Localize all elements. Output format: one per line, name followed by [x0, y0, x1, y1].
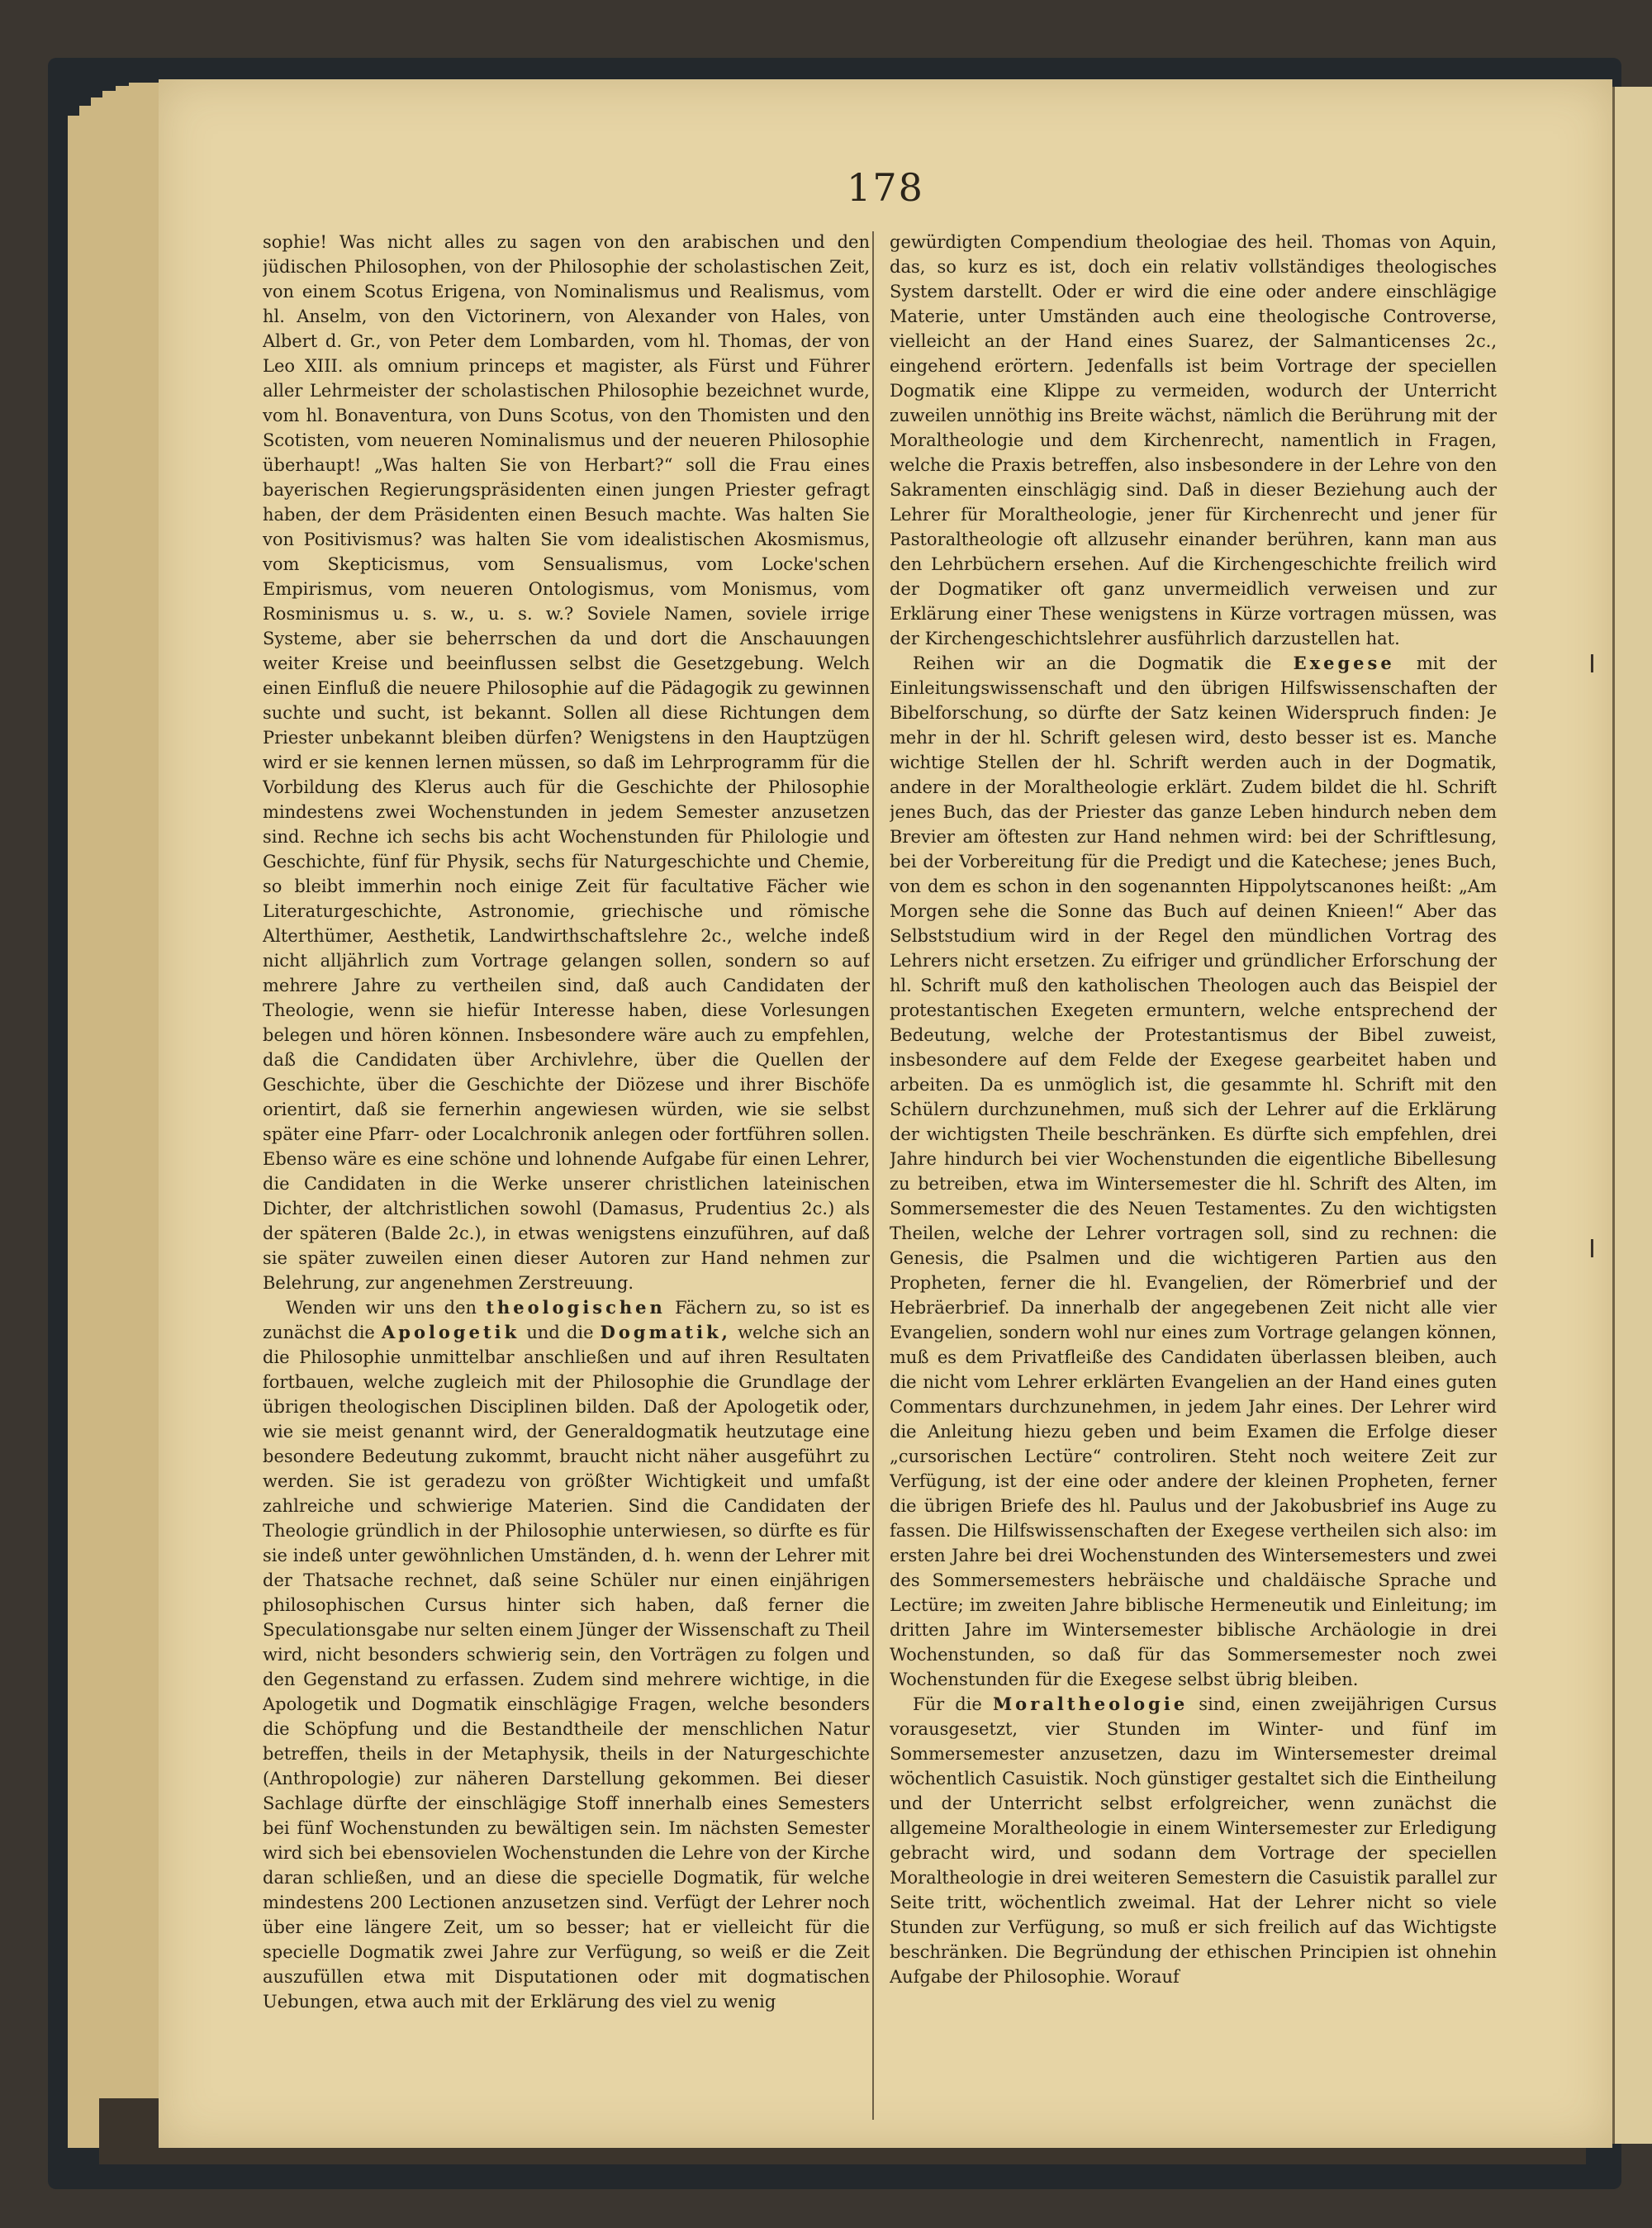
right-column [890, 230, 1497, 2121]
book-page [159, 79, 1612, 2148]
spaced-term: theologischen [486, 1297, 666, 1318]
margin-mark [1591, 654, 1593, 672]
text-run: mit der Einleitungswissenschaft und den übrigen Hilfswissenschaften der Bibelforschung, so dürfte der Satz keinen Widerspruch finden: Je mehr in der hl. Schrift gelesen wird, desto besser ist es. Manche wichtige Stellen der hl. Schrift werden auch in der Dogmatik, andere in der Moraltheologie erklärt. Zudem bildet die hl. Schrift jenes Buch, das der Priester das ganze Leben hindurch neben dem Brevier am öftesten zur Hand nehmen wird: bei der Schriftlesung, bei der Vorbereitung für die Predigt und die Katechese; jenes Buch, von dem es schon in den sogenannten Hippolytscanones heißt: „Am Morgen sehe die Sonne das Buch auf deinen Knieen!“ Aber das Selbststudium wird in der Regel den mündlichen Vortrag des Lehrers nicht ersetzen. Zu eifriger und gründlicher Erforschung der hl. Schrift muß den katholischen Theologen auch das Beispiel der protestantischen Exegeten ermuntern, welche entsprechend der Bedeutung, welche der Protestantismus der Bibel zuweist, insbesondere auf dem Felde der Exegese gearbeitet haben und arbeiten. Da es unmöglich ist, die gesammte hl. Schrift mit den Schülern durchzunehmen, muß sich der Lehrer auf die Erklärung der wichtigsten Theile beschränken. Es dürfte sich empfehlen, drei Jahre hindurch bei vier Wochenstunden die eigentliche Bibellesung zu betreiben, etwa im Wintersemester die hl. Schrift des Alten, im Sommersemester die des Neuen Testamentes. Zu den wichtigsten Theilen, welche der Lehrer vortragen soll, sind zu rechnen: die Genesis, die Psalmen und die wichtigeren Partien aus den Propheten, ferner die hl. Evangelien, der Römerbrief und der Hebräerbrief. Da innerhalb der angegebenen Zeit nicht alle vier Evangelien, sondern wohl nur eines zum Vortrage gelangen können, muß es dem Privatfleiße des Candidaten überlassen bleiben, auch die nicht vom Lehrer erklärten Evangelien an der Hand eines guten Commentars durchzunehmen, in jedem Jahr eines. Der Lehrer wird die Anleitung hiezu geben und beim Examen die Erfolge dieser „cursorischen Lectüre“ controliren. Steht noch weitere Zeit zur Verfügung, ist der eine oder andere der kleinen Propheten, ferner die übrigen Briefe des hl. Paulus und der Jakobusbrief ins Auge zu fassen. Die Hilfswissenschaften der Exegese vertheilen sich also: im ersten Jahre bei drei Wochenstunden des Wintersemesters und zwei des Sommersemesters hebräische und chaldäische Sprache und Lectüre; im zweiten Jahre biblische Hermeneutik und Einleitung; im dritten Jahre im Wintersemester biblische Archäologie in drei Wochenstunden, so daß für das Sommersemester noch zwei Wochenstunden für die Exegese selbst übrig bleiben. [890, 653, 1497, 1689]
text-run: Wenden wir uns den [286, 1298, 477, 1318]
paragraph [263, 1295, 870, 2014]
adjacent-page-edge [1612, 87, 1652, 2144]
paragraph: sophie! Was nicht alles zu sagen von den arabischen und den jüdischen Philosophen, von der Philosophie der scholastischen Zeit, von einem Scotus Erigena, von Nominalismus und Realismus, vom hl. Anselm, von den Victorinern, von Alexander von Hales, von Albert d. Gr., von Peter dem Lombarden, vom hl. Thomas, der von Leo XIII. als omnium princeps et magister, als Fürst und Führer aller Lehrmeister der scholastischen Philosophie bezeichnet wurde, vom hl. Bonaventura, von Duns Scotus, von den Thomisten und den Scotisten, vom neueren Nominalismus und der neueren Philosophie überhaupt! „Was halten Sie von Herbart?“ soll die Frau eines bayerischen Regierungspräsidenten einen jungen Priester gefragt haben, der dem Präsidenten einen Besuch machte. Was halten Sie von Positivismus? was halten Sie vom idealistischen Akosmismus, vom Skepticismus, vom Sensualismus, vom Locke'schen Empirismus, vom neueren Ontologismus, vom Monismus, vom Rosminismus u. s. w., u. s. w.? Soviele Namen, soviele irrige Systeme, aber sie beherrschen da und dort die Anschauungen weiter Kreise und beeinflussen selbst die Gesetzgebung. Welch einen Einfluß die neuere Philosophie auf die Pädagogik zu gewinnen suchte und sucht, ist bekannt. Sollen all diese Richtungen dem Priester unbekannt bleiben dürfen? Wenigstens in den Hauptzügen wird er sie kennen lernen müssen, so daß im Lehrprogramm für die Vorbildung des Klerus auch für die Geschichte der Philosophie mindestens zwei Wochenstunden in jedem Semester anzusetzen sind. Rechne ich sechs bis acht Wochenstunden für Philologie und Geschichte, fünf für Physik, sechs für Naturgeschichte und Chemie, so bleibt immerhin noch einige Zeit für facultative Fächer wie Literaturgeschichte, Astronomie, griechische und römische Alterthümer, Aesthetik, Landwirthschaftslehre 2c., welche indeß nicht alljährlich zum Vortrage gelangen sollen, sondern so auf mehrere Jahre zu vertheilen sind, daß auch Candidaten der Theologie, wenn sie hiefür Interesse haben, diese Vorlesungen belegen und hören können. Insbesondere wäre auch zu empfehlen, daß die Candidaten über Archivlehre, über die Quellen der Geschichte, über die Geschichte der Diözese und ihrer Bischöfe orientirt, daß sie fernerhin angewiesen würden, wie sie selbst später eine Pfarr- oder Localchronik anlegen oder fortführen sollen. Ebenso wäre es eine schöne und lohnende Aufgabe für einen Lehrer, die Candidaten in die Werke unserer christlichen lateinischen Dichter, der altchristlichen sowohl (Damasus, Prudentius 2c.) als der späteren (Balde 2c.), in etwas wenigstens einzuführen, auf daß sie später zuweilen einen dieser Autoren zur Hand nehmen zur Belehrung, zur angenehmen Zerstreuung. [263, 232, 870, 1293]
text-run: Fächern zu, so ist es zunächst die [263, 1298, 870, 1342]
text-run: und die [526, 1323, 594, 1342]
margin-mark [1591, 1239, 1593, 1257]
spaced-term: Dogmatik, [600, 1322, 731, 1342]
text-run: sind, einen zweijährigen Cursus vorausgesetzt, vier Stunden im Winter- und fünf im Sommersemester anzusetzen, dazu im Wintersemester dreimal wöchentlich Casuistik. Noch günstiger gestaltet sich die Eintheilung und der Unterricht selbst erfolgreicher, wenn zunächst die allgemeine Moraltheologie in einem Wintersemester zur Erledigung gebracht wird, und sodann dem Vortrage der speciellen Moraltheologie in drei weiteren Semestern die Casuistik parallel zur Seite tritt, wöchentlich zweimal. Hat der Lehrer nicht so viele Stunden zur Verfügung, so muß er sich freilich auf das Wichtigste beschränken. Die Begründung der ethischen Principien ist ohnehin Aufgabe der Philosophie. Worauf [890, 1694, 1497, 1987]
text-run: welche sich an die Philosophie unmittelbar anschließen und auf ihren Resultaten fortbauen, welche zugleich mit der Philosophie die Grundlage der übrigen theologischen Disciplinen bilden. Daß der Apologetik oder, wie sie meist genannt wird, der Generaldogmatik heutzutage eine besondere Bedeutung zukommt, braucht nicht näher ausgeführt zu werden. Sie ist geradezu von größter Wichtigkeit und umfaßt zahlreiche und schwierige Materien. Sind die Candidaten der Theologie gründlich in der Philosophie unterwiesen, so dürfte es für sie indeß unter gewöhnlichen Umständen, d. h. wenn der Lehrer mit der Thatsache rechnet, daß seine Schüler nur einen einjährigen philosophischen Cursus hinter sich haben, daß ferner die Speculationsgabe nur selten einem Jünger der Wissenschaft zu Theil wird, nicht besonders schwierig sein, den Vorträgen zu folgen und den Gegenstand zu erfassen. Zudem sind mehrere wichtige, in die Apologetik und Dogmatik einschlägige Fragen, welche besonders die Schöpfung und die Bestandtheile der menschlichen Natur betreffen, theils in der Metaphysik, theils in der Naturgeschichte (Anthropologie) zur näheren Darstellung gekommen. Bei dieser Sachlage dürfte der einschlägige Stoff innerhalb eines Semesters bei fünf Wochenstunden zu bewältigen sein. Im nächsten Semester wird sich bei ebensovielen Wochenstunden die Lehre von der Kirche daran schließen, und an diese die specielle Dogmatik, für welche mindestens 200 Lectionen anzusetzen sind. Verfügt der Lehrer noch über eine längere Zeit, um so besser; hat er vielleicht für die specielle Dogmatik zwei Jahre zur Verfügung, so weiß er die Zeit auszufüllen etwa mit Disputationen oder mit dogmatischen Uebungen, etwa auch mit der Erklärung des viel zu wenig [263, 1323, 870, 2012]
spaced-term: Apologetik [381, 1322, 520, 1342]
spaced-term: Moraltheologie [992, 1694, 1189, 1714]
left-column [263, 230, 870, 2121]
text-run: Reihen wir an die Dogmatik die [913, 653, 1272, 673]
column-divider [872, 231, 874, 2120]
page-number: 178 [847, 165, 924, 210]
text-run: Für die [913, 1694, 982, 1714]
paragraph: gewürdigten Compendium theologiae des heil. Thomas von Aquin, das, so kurz es ist, doch ein relativ vollständiges theologisches System darstellt. Oder er wird die eine oder andere einschlägige Materie, unter Umständen auch eine theologische Controverse, vielleicht an der Hand eines Suarez, der Salmanticenses 2c., eingehend erörtern. Jedenfalls ist beim Vortrage der speciellen Dogmatik eine Klippe zu vermeiden, wodurch der Unterricht zuweilen unnöthig ins Breite wächst, nämlich die Berührung mit der Moraltheologie und dem Kirchenrecht, namentlich in Fragen, welche die Praxis betreffen, also insbesondere in der Lehre von den Sakramenten einschlägig sind. Daß in dieser Beziehung auch der Lehrer für Moraltheologie, jener für Kirchenrecht und jener für Pastoraltheologie oft allzusehr einander berühren, kann man aus den Lehrbüchern ersehen. Auf die Kirchengeschichte freilich wird der Dogmatiker oft ganz unvermeidlich verweisen und zur Erklärung einer These wenigstens in Kürze vortragen müssen, was der Kirchengeschichtslehrer ausführlich darzustellen hat. [890, 232, 1497, 648]
paragraph [890, 651, 1497, 1692]
spaced-term: Exegese [1293, 653, 1395, 673]
paragraph [890, 1692, 1497, 1989]
